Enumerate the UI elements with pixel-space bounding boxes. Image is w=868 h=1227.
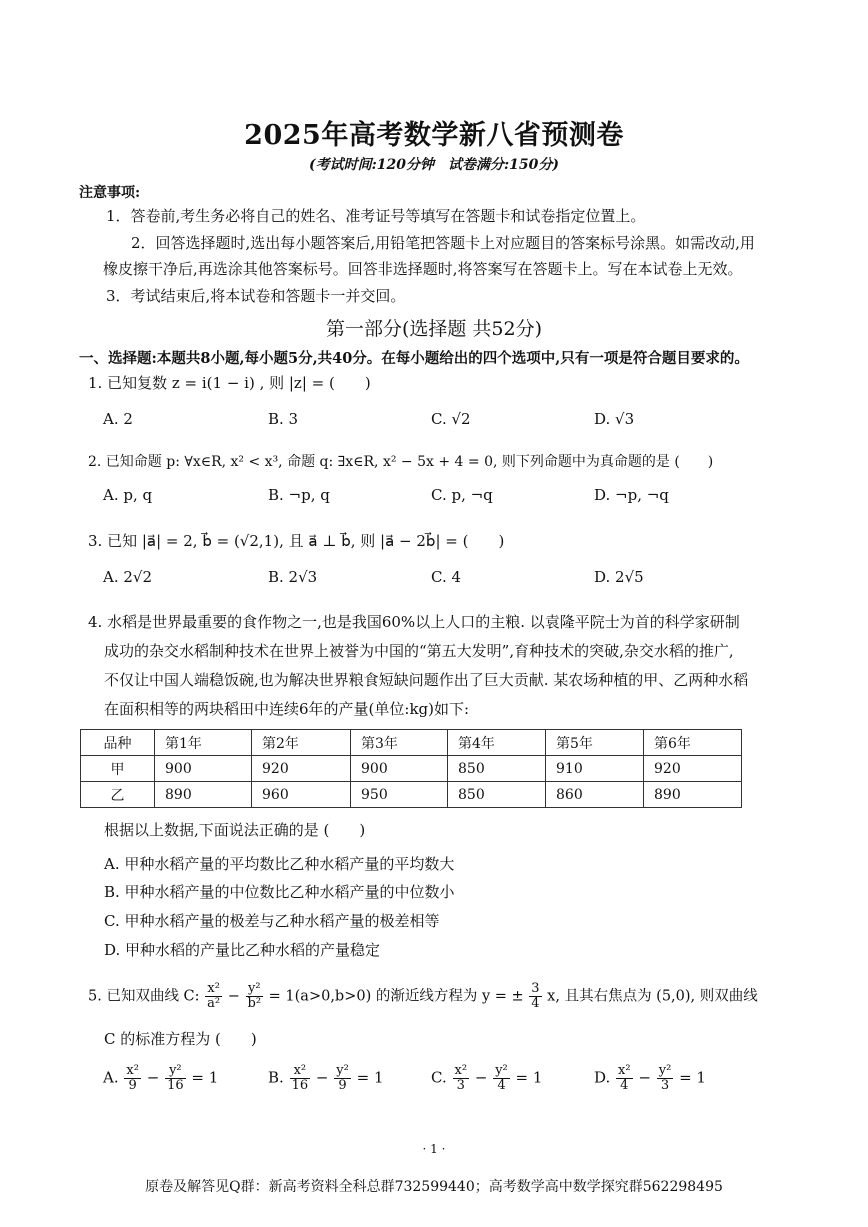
option-fraction <box>657 1064 674 1093</box>
q5-option-c <box>431 1064 542 1093</box>
question-5-line2: C 的标准方程为 ( ) <box>104 1030 257 1048</box>
option-fraction <box>124 1064 141 1093</box>
q2-option-c: C. p, ¬q <box>431 486 493 504</box>
numerator: x² <box>454 1063 468 1078</box>
section-instructions: 一、选择题:本题共8小题,每小题5分,共40分。在每小题给出的四个选项中,只有一项是符合题目要求的。 <box>79 350 749 367</box>
option-label: C. <box>431 1068 447 1087</box>
numerator: x² <box>618 1063 631 1078</box>
question-5-stem <box>88 982 758 1011</box>
minus-sign: − <box>474 1068 488 1087</box>
table-row <box>81 782 742 808</box>
q5-option-b <box>268 1064 384 1093</box>
q3-option-b: B. 2√3 <box>268 568 318 586</box>
q4-option-d: D. 甲种水稻的产量比乙种水稻的产量稳定 <box>104 941 381 959</box>
table-cell: 860 <box>546 782 644 808</box>
numerator: y² <box>658 1063 672 1078</box>
q5-text-mid: = 1(a>0,b>0) 的渐近线方程为 y = ± <box>268 988 524 1005</box>
yield-table <box>80 729 742 808</box>
equals-one: = 1 <box>356 1068 384 1087</box>
note-item: 1．答卷前,考生务必将自己的姓名、准考证号等填写在答题卡和试卷指定位置上。 <box>106 207 646 225</box>
option-label: B. <box>268 1068 284 1087</box>
denominator: 16 <box>167 1078 184 1093</box>
numerator: y² <box>165 1064 186 1079</box>
table-header-cell: 第5年 <box>546 730 644 756</box>
table-cell: 910 <box>546 756 644 782</box>
question-4-line: 成功的杂交水稻制种技术在世界上被誉为中国的“第五大发明”,育种技术的突破,杂交水稻的推广, <box>104 642 734 660</box>
minus-sign: − <box>227 988 240 1005</box>
footer-text: 原卷及解答见Q群：新高考资料全科总群732599440；高考数学高中数学探究群562298495 <box>145 1179 723 1195</box>
equals-one: = 1 <box>679 1068 706 1087</box>
q1-option-b: B. 3 <box>268 410 299 428</box>
table-cell: 890 <box>155 782 252 808</box>
q4-option-b: B. 甲种水稻产量的中位数比乙种水稻产量的中位数小 <box>104 883 455 901</box>
question-4-prompt: 根据以上数据,下面说法正确的是 ( ) <box>104 821 366 839</box>
table-cell: 920 <box>644 756 742 782</box>
denominator: b² <box>247 996 262 1011</box>
q5-option-a <box>103 1064 218 1093</box>
table-cell: 920 <box>252 756 351 782</box>
table-cell: 900 <box>351 756 448 782</box>
note-item: 橡皮擦干净后,再选涂其他答案标号。回答非选择题时,将答案写在答题卡上。写在本试卷上无效。 <box>103 260 743 278</box>
denominator: 16 <box>291 1078 309 1093</box>
notes-title: 注意事项: <box>79 185 141 201</box>
denominator: 3 <box>660 1078 670 1093</box>
option-fraction <box>290 1064 311 1093</box>
q5-fraction <box>529 982 541 1011</box>
table-cell: 960 <box>252 782 351 808</box>
numerator: y² <box>336 1063 349 1078</box>
q1-option-c: C. √2 <box>431 410 471 428</box>
option-label: A. <box>103 1068 119 1087</box>
numerator: x² <box>290 1064 311 1079</box>
table-cell: 950 <box>351 782 448 808</box>
q5-text-pre: 5. 已知双曲线 C: <box>88 988 200 1005</box>
table-cell: 850 <box>448 782 546 808</box>
q2-option-b: B. ¬p, q <box>268 486 330 504</box>
q2-option-d: D. ¬p, ¬q <box>594 486 669 504</box>
note-item: 3．考试结束后,将本试卷和答题卡一并交回。 <box>106 287 406 305</box>
minus-sign: − <box>638 1068 651 1087</box>
option-fraction <box>493 1064 510 1093</box>
question-1-stem: 1. 已知复数 z = i(1 − i) , 则 |z| = ( ) <box>88 374 371 392</box>
equals-one: = 1 <box>191 1068 219 1087</box>
option-label: D. <box>594 1068 611 1087</box>
q5-fraction <box>246 982 264 1011</box>
question-4-line: 在面积相等的两块稻田中连续6年的产量(单位:kg)如下: <box>104 700 470 718</box>
table-header-cell: 第2年 <box>252 730 351 756</box>
table-header-row <box>81 730 742 756</box>
q2-option-a: A. p, q <box>103 486 153 504</box>
numerator: x² <box>126 1063 139 1078</box>
table-cell: 乙 <box>81 782 155 808</box>
table-header-cell: 第6年 <box>644 730 742 756</box>
table-cell: 890 <box>644 782 742 808</box>
table-header-cell: 第4年 <box>448 730 546 756</box>
numerator: y² <box>495 1063 508 1078</box>
part-heading: 第一部分(选择题 共52分) <box>325 318 543 340</box>
table-header-cell: 品种 <box>81 730 155 756</box>
numerator: y² <box>246 982 264 997</box>
q1-option-d: D. √3 <box>594 410 635 428</box>
question-4-line: 4. 水稻是世界最重要的食作物之一,也是我国60%以上人口的主粮. 以袁隆平院士为首的科学家研制 <box>88 613 740 631</box>
option-fraction <box>453 1064 470 1093</box>
denominator: 4 <box>497 1078 506 1093</box>
table-header-cell: 第3年 <box>351 730 448 756</box>
question-2-stem: 2. 已知命题 p: ∀x∈R, x² < x³, 命题 q: ∃x∈R, x² − 5x + 4 = 0, 则下列命题中为真命题的是 ( ) <box>88 454 714 470</box>
q4-option-a: A. 甲种水稻产量的平均数比乙种水稻产量的平均数大 <box>104 855 455 873</box>
denominator: 4 <box>620 1078 629 1093</box>
numerator: 3 <box>531 981 540 996</box>
q3-option-d: D. 2√5 <box>594 568 644 586</box>
denominator: 9 <box>128 1078 137 1093</box>
table-cell: 850 <box>448 756 546 782</box>
option-fraction <box>616 1064 633 1093</box>
option-fraction <box>165 1064 186 1093</box>
question-4-line: 不仅让中国人端稳饭碗,也为解决世界粮食短缺问题作出了巨大贡献. 某农场种植的甲、乙两种水稻 <box>104 671 749 689</box>
page-title: 2025年高考数学新八省预测卷 <box>244 120 624 151</box>
minus-sign: − <box>146 1068 160 1087</box>
q3-option-a: A. 2√2 <box>103 568 153 586</box>
table-row <box>81 756 742 782</box>
table-cell: 甲 <box>81 756 155 782</box>
exam-info: (考试时间:120分钟 试卷满分:150分) <box>308 157 560 173</box>
q4-option-c: C. 甲种水稻产量的极差与乙种水稻产量的极差相等 <box>104 912 440 930</box>
table-cell: 900 <box>155 756 252 782</box>
question-3-stem: 3. 已知 |a⃗| = 2, b⃗ = (√2,1), 且 a⃗ ⊥ b⃗, 则 |a⃗ − 2b⃗| = ( ) <box>88 532 505 550</box>
q1-option-a: A. 2 <box>103 410 133 428</box>
denominator: a² <box>207 996 221 1011</box>
note-item: 2．回答选择题时,选出每小题答案后,用铅笔把答题卡上对应题目的答案标号涂黑。如需改动,用 <box>131 234 755 252</box>
denominator: 3 <box>456 1078 465 1093</box>
table-header-cell: 第1年 <box>155 730 252 756</box>
denominator: 4 <box>531 996 540 1011</box>
q5-fraction <box>205 982 222 1011</box>
page-number: · 1 · <box>422 1142 446 1156</box>
numerator: x² <box>205 982 222 997</box>
minus-sign: − <box>315 1068 329 1087</box>
q5-text-post: x, 且其右焦点为 (5,0), 则双曲线 <box>547 988 758 1005</box>
q3-option-c: C. 4 <box>431 568 462 586</box>
denominator: 9 <box>338 1078 347 1093</box>
q5-option-d <box>594 1064 706 1093</box>
option-fraction <box>334 1064 351 1093</box>
equals-one: = 1 <box>515 1068 543 1087</box>
